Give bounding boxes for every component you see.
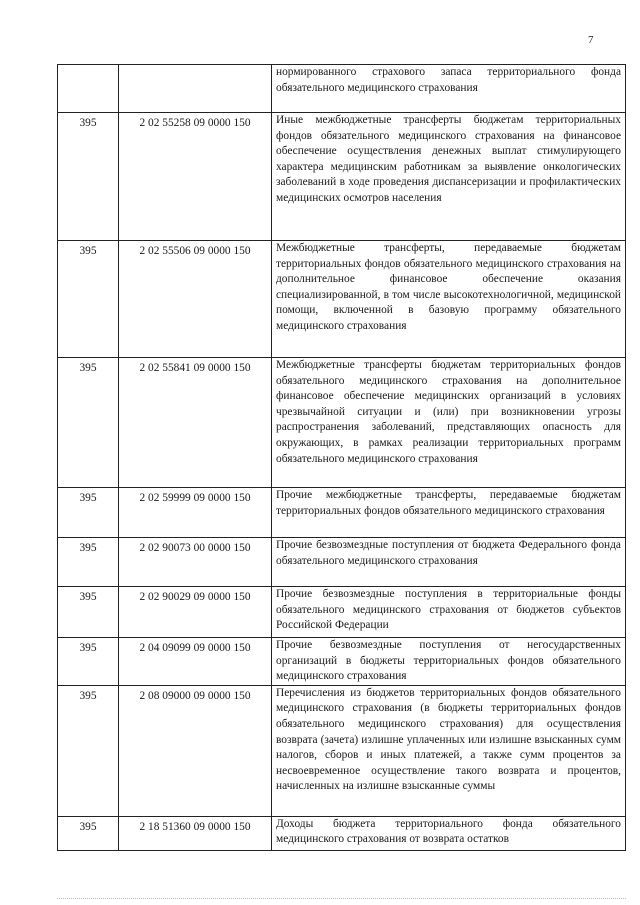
scan-edge-divider	[57, 898, 626, 899]
admin-code-cell: 395	[58, 538, 119, 587]
table-row	[58, 488, 626, 538]
admin-code-cell	[58, 65, 119, 113]
budget-code-cell: 2 02 90073 00 0000 150	[119, 538, 272, 587]
description-cell	[272, 488, 626, 538]
description-cell	[272, 587, 626, 638]
table-row	[58, 113, 626, 241]
admin-code-cell: 395	[58, 358, 119, 488]
budget-code-cell: 2 08 09000 09 0000 150	[119, 685, 272, 816]
table-row	[58, 65, 626, 113]
description-cell	[272, 638, 626, 686]
table-row	[58, 816, 626, 850]
description-cell	[272, 538, 626, 587]
admin-code-cell: 395	[58, 685, 119, 816]
table-row	[58, 685, 626, 816]
admin-code-cell: 395	[58, 587, 119, 638]
page-number: 7	[588, 34, 594, 46]
admin-code-cell: 395	[58, 638, 119, 686]
description-cell	[272, 816, 626, 850]
description-text: Прочие безвозмездные поступления от негосударственных организаций в бюджеты территориальных фондов обязательного медицинского страхования	[276, 639, 621, 683]
description-text: Перечисления из бюджетов территориальных фондов обязательного медицинского страхования (в бюджеты территориальных фондов обязательного медицинского страхования) для осуществления возврата (зачета) излишне уплаченных или излишне взысканных сумм налогов, сборов и иных платежей, а также сумм процентов за несвоевременное осуществление такого возврата и процентов, начисленных на излишне взысканные суммы	[276, 686, 621, 793]
budget-code-cell: 2 02 59999 09 0000 150	[119, 488, 272, 538]
budget-code-cell: 2 04 09099 09 0000 150	[119, 638, 272, 686]
description-text: Межбюджетные трансферты, передаваемые бюджетам территориальных фондов обязательного медицинского страхования на дополнительное финансовое обеспечение оказания специализированной, в том числе высокотехнологичной, медицинской помощи, включенной в базовую программу обязательного медицинского страхования	[276, 242, 621, 332]
description-text: Иные межбюджетные трансферты бюджетам территориальных фондов обязательного медицинского страхования на финансовое обеспечение осуществления денежных выплат стимулирующего характера медицинским работникам за выявление онкологических заболеваний в ходе проведения диспансеризации и профилактических медицинских осмотров населения	[276, 114, 621, 204]
revenue-codes-table	[57, 64, 626, 851]
description-cell	[272, 358, 626, 488]
description-cell	[272, 113, 626, 241]
description-text: Прочие межбюджетные трансферты, передаваемые бюджетам территориальных фондов обязательного медицинского страхования	[276, 489, 621, 517]
description-text: Прочие безвозмездные поступления от бюджета Федерального фонда обязательного медицинского страхования	[276, 539, 621, 567]
table-row	[58, 241, 626, 358]
description-text: нормированного страхового запаса территориального фонда обязательного медицинского страхования	[276, 66, 621, 94]
budget-code-cell: 2 02 90029 09 0000 150	[119, 587, 272, 638]
description-cell	[272, 685, 626, 816]
table-row	[58, 538, 626, 587]
description-cell	[272, 65, 626, 113]
table-row	[58, 587, 626, 638]
budget-code-cell: 2 02 55841 09 0000 150	[119, 358, 272, 488]
description-text: Межбюджетные трансферты бюджетам территориальных фондов обязательного медицинского страхования на дополнительное финансовое обеспечение медицинских организаций в условиях чрезвычайной ситуации и (или) при возникновении угрозы распространения заболеваний, представляющих опасность для окружающих, в рамках реализации территориальных программ обязательного медицинского страхования	[276, 359, 621, 465]
budget-code-cell: 2 02 55506 09 0000 150	[119, 241, 272, 358]
budget-code-cell: 2 18 51360 09 0000 150	[119, 816, 272, 850]
description-text: Доходы бюджета территориального фонда обязательного медицинского страхования от возврата остатков	[276, 817, 621, 846]
admin-code-cell: 395	[58, 241, 119, 358]
admin-code-cell: 395	[58, 113, 119, 241]
admin-code-cell: 395	[58, 816, 119, 850]
table-row	[58, 638, 626, 686]
budget-code-cell: 2 02 55258 09 0000 150	[119, 113, 272, 241]
description-text: Прочие безвозмездные поступления в территориальные фонды обязательного медицинского страхования от бюджетов субъектов Российской Федерации	[276, 588, 621, 632]
description-cell	[272, 241, 626, 358]
table-row	[58, 358, 626, 488]
admin-code-cell: 395	[58, 488, 119, 538]
budget-code-cell	[119, 65, 272, 113]
